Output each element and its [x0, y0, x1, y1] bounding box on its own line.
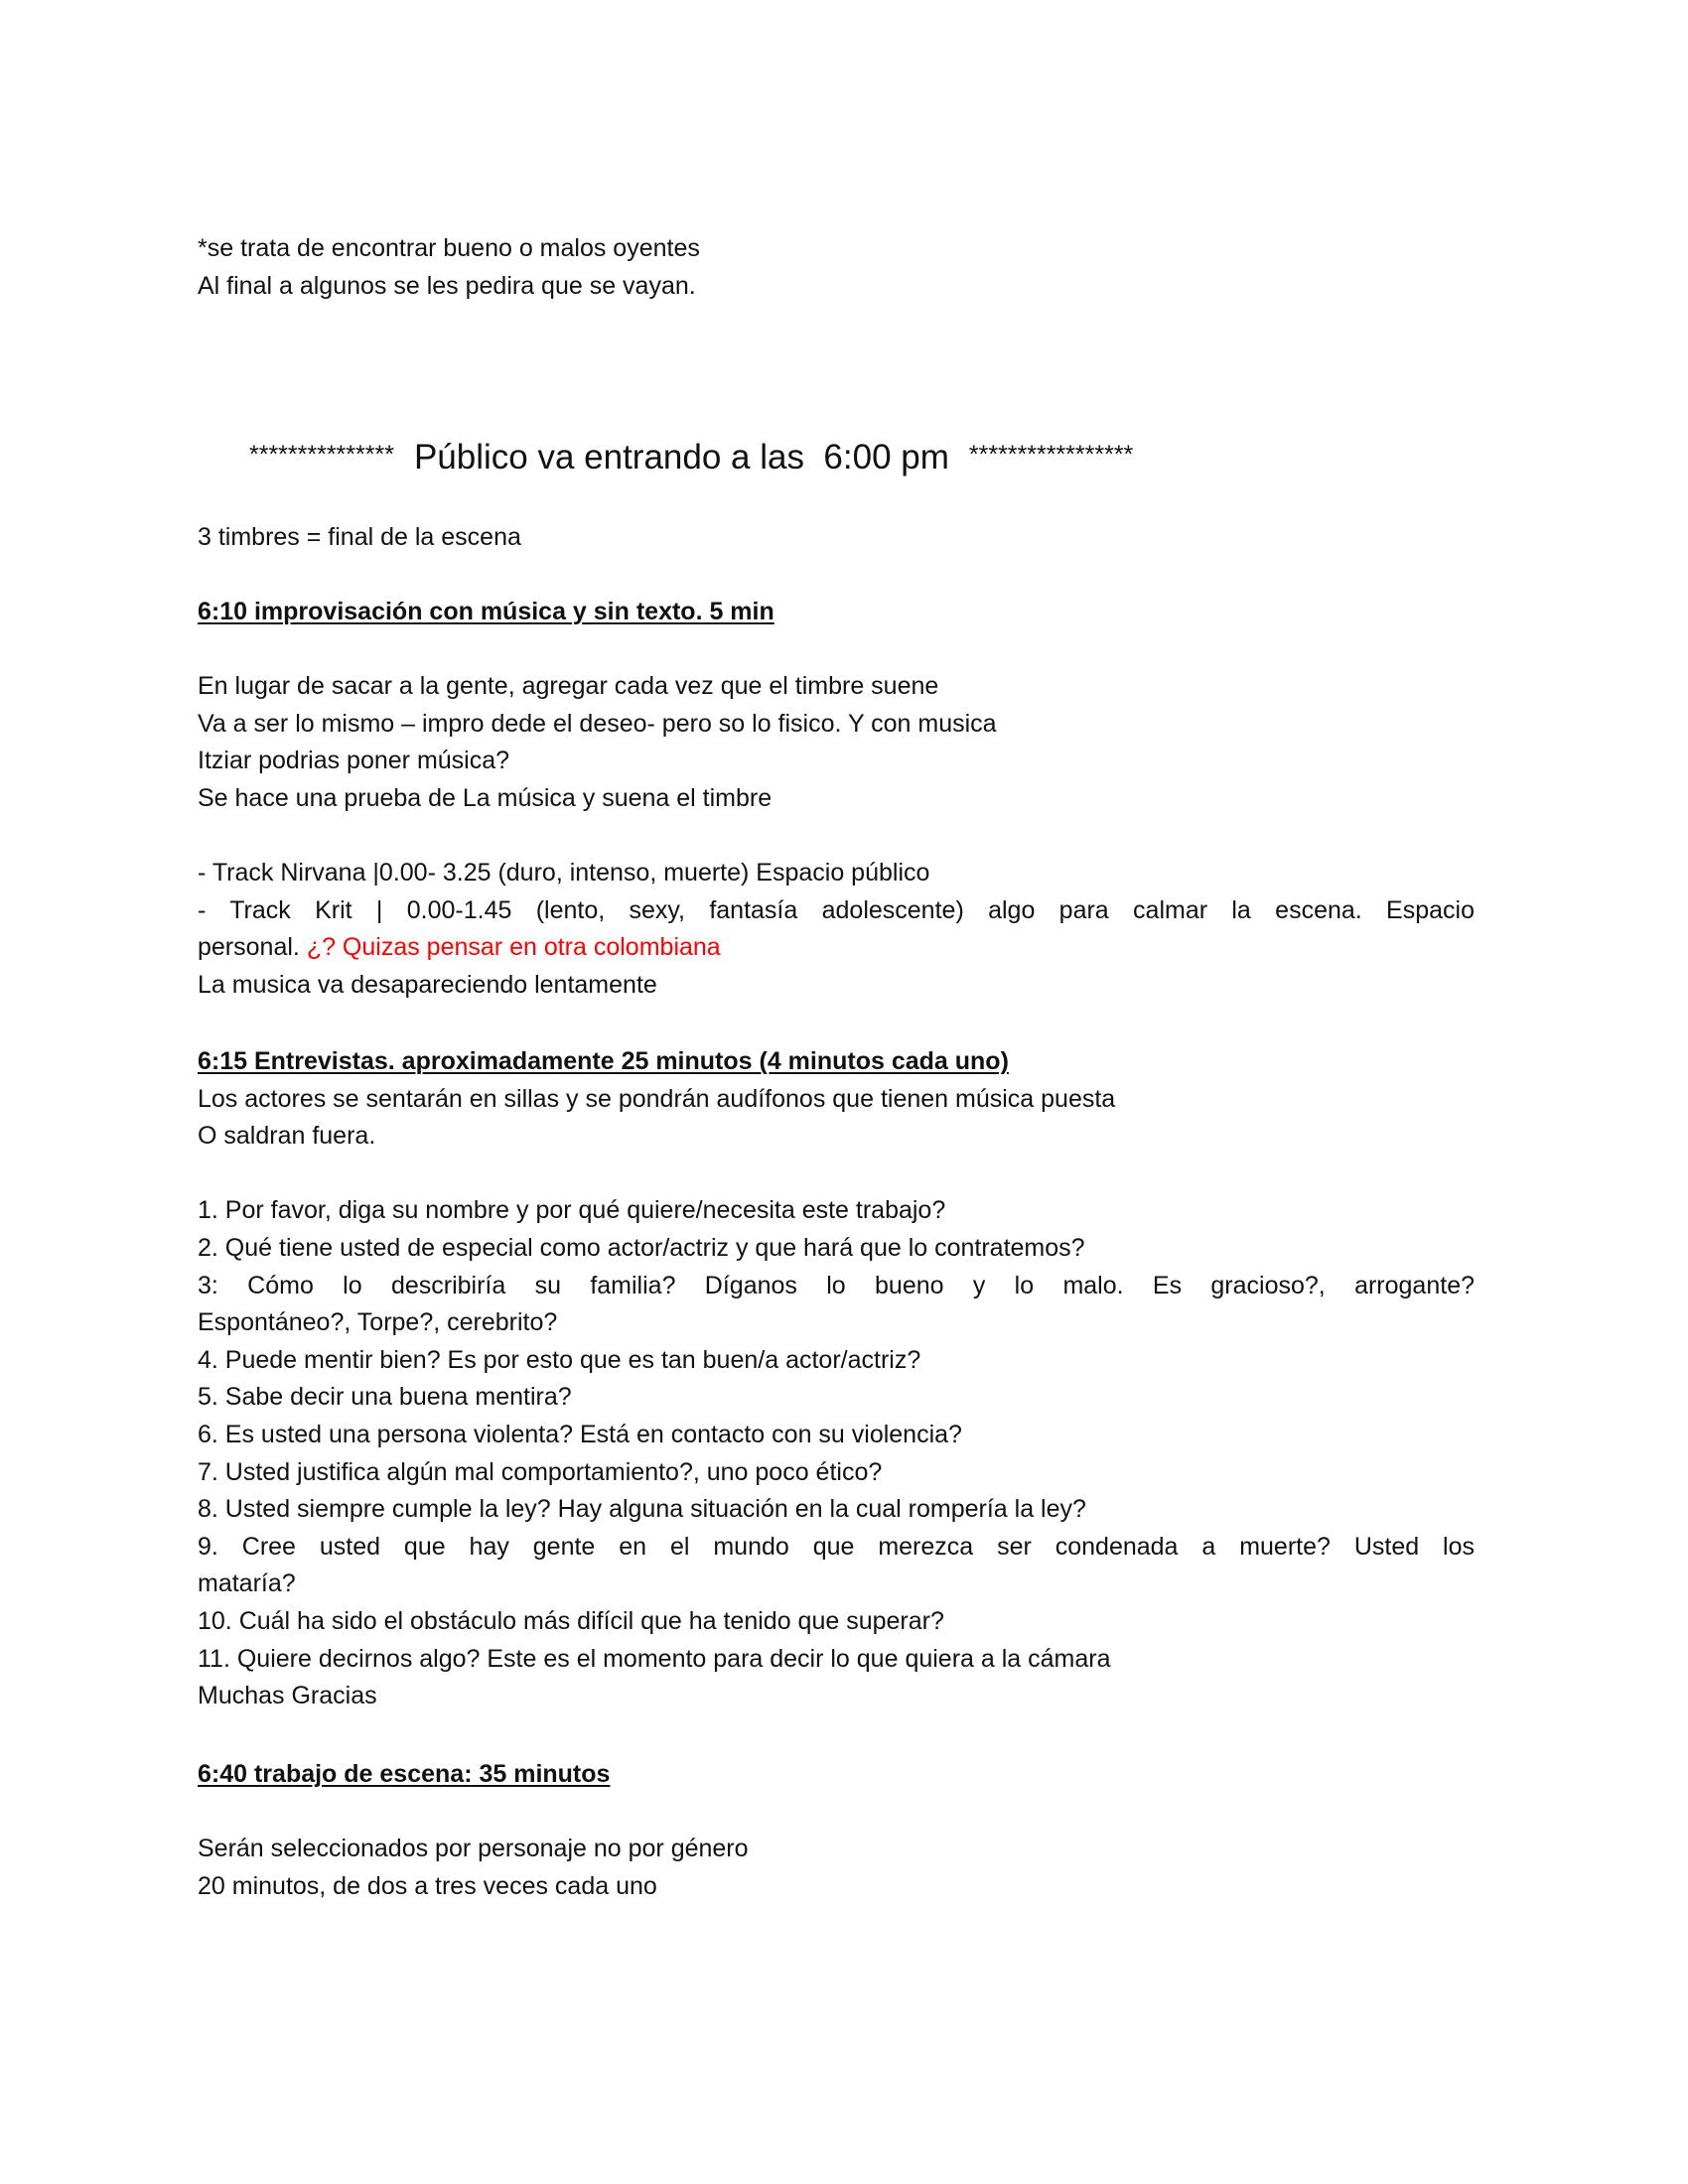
- body-line: 20 minutos, de dos a tres veces cada uno: [198, 1871, 657, 1900]
- question: 10. Cuál ha sido el obstáculo más difícil que ha tenido que superar?: [198, 1606, 944, 1635]
- question: 1. Por favor, diga su nombre y por qué quiere/necesita este trabajo?: [198, 1196, 946, 1225]
- track-item-cont: [198, 929, 1475, 967]
- intro-line: *se trata de encontrar bueno o malos oyentes: [198, 234, 700, 262]
- closing: Muchas Gracias: [198, 1682, 377, 1710]
- title-stars-right: *****************: [968, 441, 1134, 469]
- track-item: - Track Krit | 0.00-1.45 (lento, sexy, fantasía adolescente) algo para calmar la escena. Espacio: [198, 895, 1475, 924]
- rule-line: 3 timbres = final de la escena: [198, 523, 521, 551]
- question: 4. Puede mentir bien? Es por esto que es tan buen/a actor/actriz?: [198, 1345, 921, 1374]
- question: 6. Es usted una persona violenta? Está en contacto con su violencia?: [198, 1420, 962, 1448]
- rule-text: [198, 519, 1475, 557]
- body-line: Los actores se sentarán en sillas y se pondrán audífonos que tienen música puesta: [198, 1084, 1116, 1113]
- title-text: Público va entrando a las 6:00 pm: [413, 438, 949, 477]
- question: Espontáneo?, Torpe?, cerebrito?: [198, 1308, 558, 1337]
- body-line: Itziar podrias poner música?: [198, 747, 510, 775]
- section-heading: 6:10 improvisación con música y sin texto. 5 min: [198, 598, 774, 625]
- page-title: [249, 433, 1133, 477]
- question: 3: Cómo lo describiría su familia? Díganos lo bueno y lo malo. Es gracioso?, arrogante?: [198, 1271, 1475, 1299]
- body-line: Serán seleccionados por personaje no por género: [198, 1835, 749, 1863]
- track-item: - Track Nirvana |0.00- 3.25 (duro, intenso, muerte) Espacio público: [198, 859, 930, 887]
- question: 11. Quiere decirnos algo? Este es el momento para decir lo que quiera a la cámara: [198, 1644, 1111, 1673]
- question: 8. Usted siempre cumple la ley? Hay alguna situación en la cual rompería la ley?: [198, 1495, 1086, 1524]
- body-line: En lugar de sacar a la gente, agregar cada vez que el timbre suene: [198, 672, 939, 701]
- section-improvisacion: [198, 594, 1475, 1005]
- intro-note: [198, 230, 1475, 305]
- question: 2. Qué tiene usted de especial como actor/actriz y que hará que lo contratemos?: [198, 1233, 1085, 1262]
- track-text: personal.: [198, 933, 300, 962]
- body-line: La musica va desapareciendo lentamente: [198, 970, 657, 999]
- body-line: Va a ser lo mismo – impro dede el deseo- pero so lo fisico. Y con musica: [198, 709, 997, 738]
- question: 7. Usted justifica algún mal comportamiento?, uno poco ético?: [198, 1457, 883, 1486]
- intro-line: Al final a algunos se les pedira que se vayan.: [198, 271, 696, 300]
- question: 9. Cree usted que hay gente en el mundo que merezca ser condenada a muerte? Usted los: [198, 1532, 1475, 1561]
- body-line: O saldran fuera.: [198, 1122, 376, 1151]
- section-entrevistas: [198, 1043, 1475, 1715]
- section-heading: 6:40 trabajo de escena: 35 minutos: [198, 1760, 611, 1788]
- title-stars-left: ***************: [249, 441, 394, 469]
- question: mataría?: [198, 1570, 296, 1598]
- section-trabajo-escena: [198, 1756, 1475, 1905]
- note-comment: ¿? Quizas pensar en otra colombiana: [306, 933, 721, 962]
- body-line: Se hace una prueba de La música y suena el timbre: [198, 783, 773, 812]
- section-heading: 6:15 Entrevistas. aproximadamente 25 minutos (4 minutos cada uno): [198, 1047, 1009, 1075]
- question: 5. Sabe decir una buena mentira?: [198, 1383, 572, 1412]
